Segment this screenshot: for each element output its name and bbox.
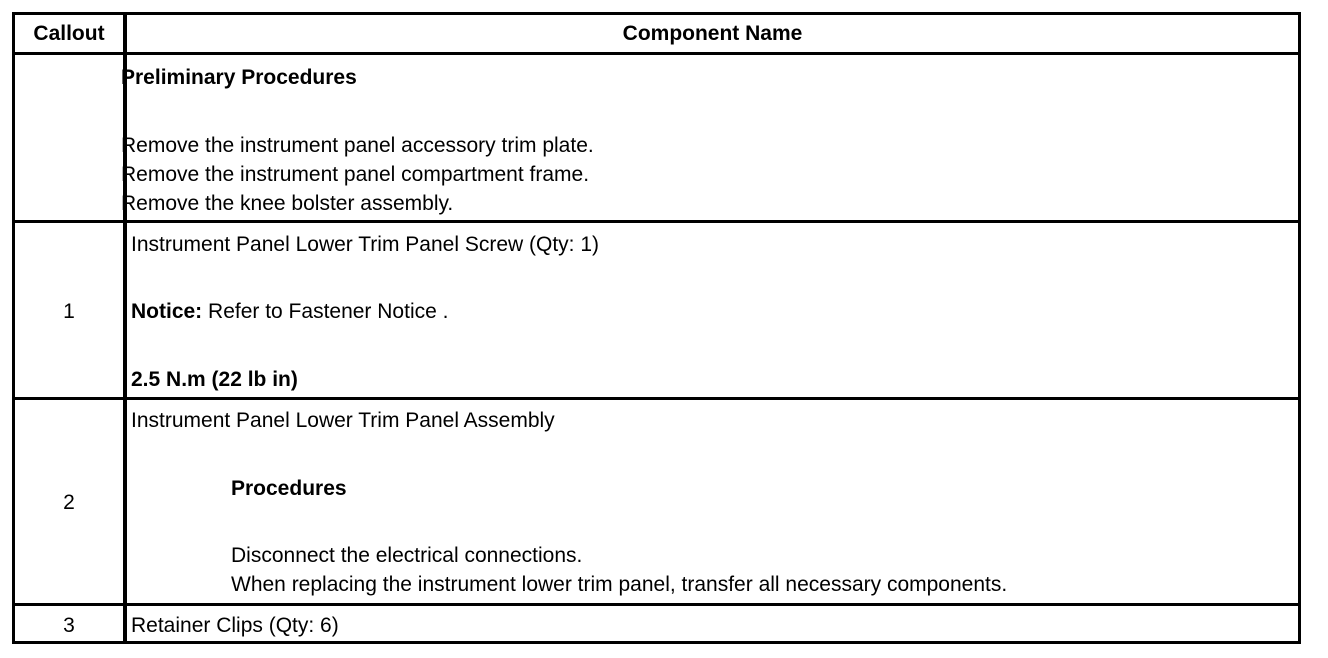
procedures-title: Procedures <box>231 477 347 500</box>
component-name: Instrument Panel Lower Trim Panel Assembly <box>131 409 555 432</box>
notice <box>131 300 448 324</box>
row-divider <box>15 603 1298 606</box>
callout-number: 2 <box>63 491 75 514</box>
header-callout: Callout <box>33 22 105 45</box>
preliminary-step: Remove the knee bolster assembly. <box>121 192 454 215</box>
column-divider <box>123 15 127 641</box>
torque-spec: 2.5 N.m (22 lb in) <box>131 368 298 391</box>
row-divider <box>15 52 1298 55</box>
callout-number: 1 <box>63 300 75 323</box>
procedure-step: When replacing the instrument lower trim panel, transfer all necessary components. <box>231 573 1008 596</box>
preliminary-step: Remove the instrument panel accessory trim plate. <box>121 134 594 157</box>
row-divider <box>15 220 1298 223</box>
preliminary-step: Remove the instrument panel compartment frame. <box>121 163 590 186</box>
notice-label: Notice: <box>131 300 203 323</box>
components-table <box>12 12 1301 644</box>
callout-number: 3 <box>63 614 75 637</box>
row-divider <box>15 397 1298 400</box>
component-name: Instrument Panel Lower Trim Panel Screw (Qty: 1) <box>131 233 599 256</box>
header-component-name: Component Name <box>622 22 803 45</box>
procedure-step: Disconnect the electrical connections. <box>231 544 583 567</box>
notice-text: Refer to Fastener Notice . <box>202 300 449 323</box>
component-name: Retainer Clips (Qty: 6) <box>131 614 339 637</box>
preliminary-title: Preliminary Procedures <box>121 66 357 89</box>
